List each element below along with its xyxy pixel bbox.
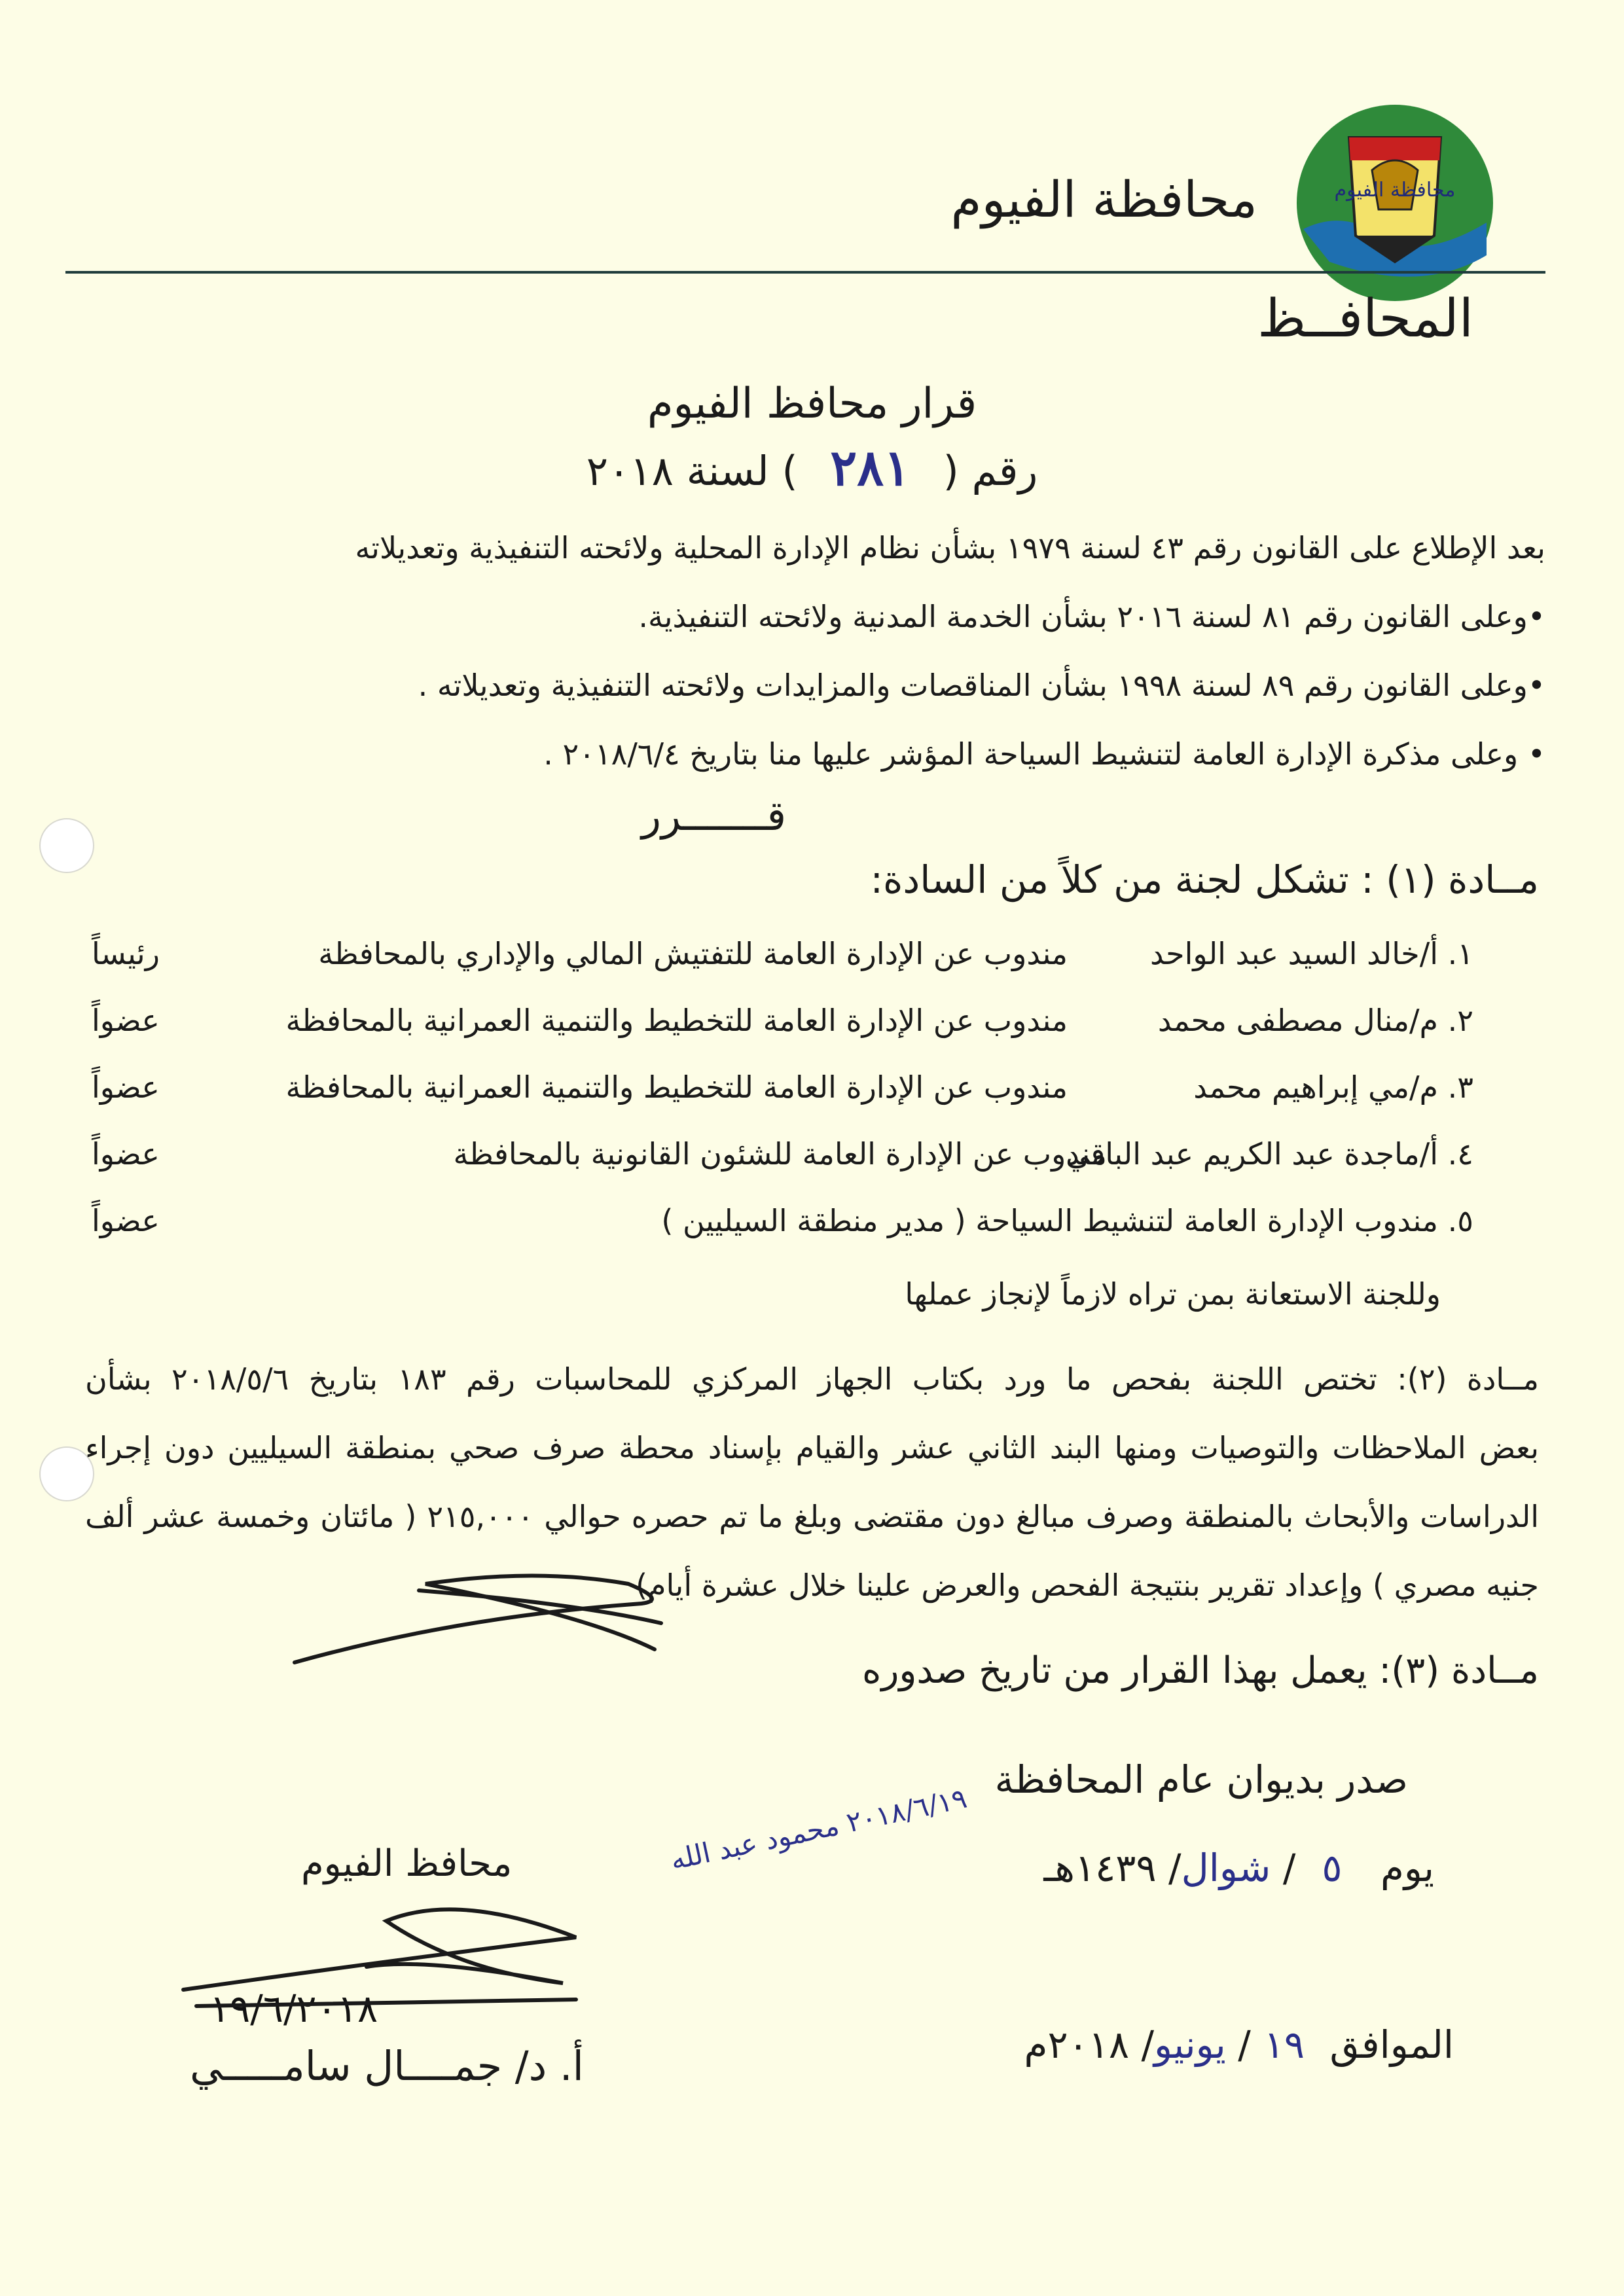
- decree-title: قرار محافظ الفيوم: [647, 380, 977, 428]
- hijri-day: ٥: [1322, 1846, 1343, 1890]
- governor-sign-date: ١٩/٦/٢٠١٨: [209, 1986, 378, 2031]
- governor-title: محافظ الفيوم: [301, 1842, 513, 1885]
- issued-at: صدر بديوان عام المحافظة: [994, 1757, 1408, 1802]
- committee-assistance-note: وللجنة الاستعانة بمن تراه لازماً لإنجاز عملها: [905, 1276, 1441, 1312]
- governor-name: أ. د/ جمــــال سامـــــي: [190, 2042, 584, 2090]
- article-1-heading: مــادة (١) : تشكل لجنة من كلاً من السادة:: [870, 857, 1539, 902]
- member-name: ٥. مندوب الإدارة العامة لتنشيط السياحة ( مدير منطقة السيليين ): [661, 1203, 1473, 1238]
- member-row: [92, 1069, 1473, 1122]
- member-row: [92, 936, 1473, 988]
- gregorian-date: الموافق ١٩/ يونيو/ ٢٠١٨م: [1024, 2022, 1454, 2067]
- decree-number: [0, 439, 1624, 497]
- preamble-line: •وعلى القانون رقم ٨١ لسنة ٢٠١٦ بشأن الخدمة المدنية ولائحته التنفيذية.: [638, 599, 1545, 634]
- member-row: [92, 1203, 1473, 1255]
- decree-number-value: ٢٨١: [830, 439, 911, 497]
- member-title: عضواً: [92, 1003, 160, 1038]
- member-row: [92, 1003, 1473, 1055]
- article-2-line: مــادة (٢): تختص اللجنة بفحص ما ورد بكتاب الجهاز المركزي للمحاسبات رقم ١٨٣ بتاريخ ٢٠١٨/٥/٦ بشأن: [85, 1361, 1539, 1397]
- clerk-handwritten-note: ٢٠١٨/٦/١٩ محمود عبد الله: [667, 1782, 970, 1876]
- decree-number-suffix: ) لسنة ٢٠١٨: [586, 447, 798, 495]
- member-row: [92, 1136, 1473, 1189]
- article-2-line: بعض الملاحظات والتوصيات ومنها البند الثاني عشر والقيام بإسناد محطة صرف صحي بمنطقة السيليين دون إجراء: [85, 1430, 1539, 1465]
- governorate-name: محافظة الفيوم: [950, 170, 1257, 228]
- office-title: المحافــظ: [1257, 288, 1473, 349]
- member-name: ١. أ/خالد السيد عبد الواحد: [1150, 936, 1473, 971]
- article-2-line: جنيه مصري ) وإعداد تقرير بنتيجة الفحص والعرض علينا خلال عشرة أيام): [636, 1568, 1539, 1603]
- member-name: ٢. م/منال مصطفى محمد: [1157, 1003, 1473, 1038]
- member-role: مندوب عن الإدارة العامة للشئون القانونية بالمحافظة: [453, 1136, 1107, 1172]
- member-title: رئيساً: [92, 936, 160, 971]
- header-divider: [65, 271, 1545, 274]
- svg-text:محافظة الفيوم: محافظة الفيوم: [1334, 179, 1456, 202]
- hijri-label: يوم: [1380, 1846, 1434, 1890]
- member-title: عضواً: [92, 1069, 160, 1105]
- member-name: ٣. م/مي إبراهيم محمد: [1193, 1069, 1473, 1105]
- hijri-date: يوم ٥/ شوال/ ١٤٣٩هـ: [1043, 1846, 1434, 1890]
- hijri-month: شوال: [1181, 1846, 1271, 1890]
- greg-year: ٢٠١٨م: [1024, 2022, 1130, 2067]
- decided-heading: قـــــــرر: [641, 792, 786, 840]
- preamble-line: • وعلى مذكرة الإدارة العامة لتنشيط السياحة المؤشر عليها منا بتاريخ ٢٠١٨/٦/٤ .: [543, 736, 1545, 772]
- governorate-emblem: [1290, 98, 1500, 308]
- article-3: مــادة (٣): يعمل بهذا القرار من تاريخ صدوره: [861, 1649, 1539, 1692]
- article-2-line: الدراسات والأبحاث بالمنطقة وصرف مبالغ دون مقتضى وبلغ ما تم حصره حوالي ٢١٥,٠٠٠ ( مائتان وخمسة عشر ألف: [85, 1499, 1539, 1534]
- greg-day: ١٩: [1263, 2022, 1305, 2067]
- member-role: مندوب عن الإدارة العامة للتفتيش المالي والإداري بالمحافظة: [318, 936, 1068, 971]
- member-role: مندوب عن الإدارة العامة للتخطيط والتنمية العمرانية بالمحافظة: [285, 1003, 1068, 1038]
- hijri-year: ١٤٣٩هـ: [1043, 1846, 1157, 1890]
- member-title: عضواً: [92, 1203, 160, 1238]
- preamble-line: بعد الإطلاع على القانون رقم ٤٣ لسنة ١٩٧٩ بشأن نظام الإدارة المحلية ولائحته التنفيذية وتعديلاته: [355, 530, 1545, 565]
- member-title: عضواً: [92, 1136, 160, 1172]
- greg-label: الموافق: [1329, 2022, 1454, 2067]
- member-name: ٤. أ/ماجدة عبد الكريم عبد الباقي: [1065, 1136, 1473, 1172]
- preamble-line: •وعلى القانون رقم ٨٩ لسنة ١٩٩٨ بشأن المناقصات والمزايدات ولائحته التنفيذية وتعديلاته .: [418, 668, 1545, 703]
- greg-month: يونيو: [1154, 2022, 1226, 2067]
- member-role: مندوب عن الإدارة العامة للتخطيط والتنمية العمرانية بالمحافظة: [285, 1069, 1068, 1105]
- decree-number-prefix: رقم (: [943, 447, 1038, 495]
